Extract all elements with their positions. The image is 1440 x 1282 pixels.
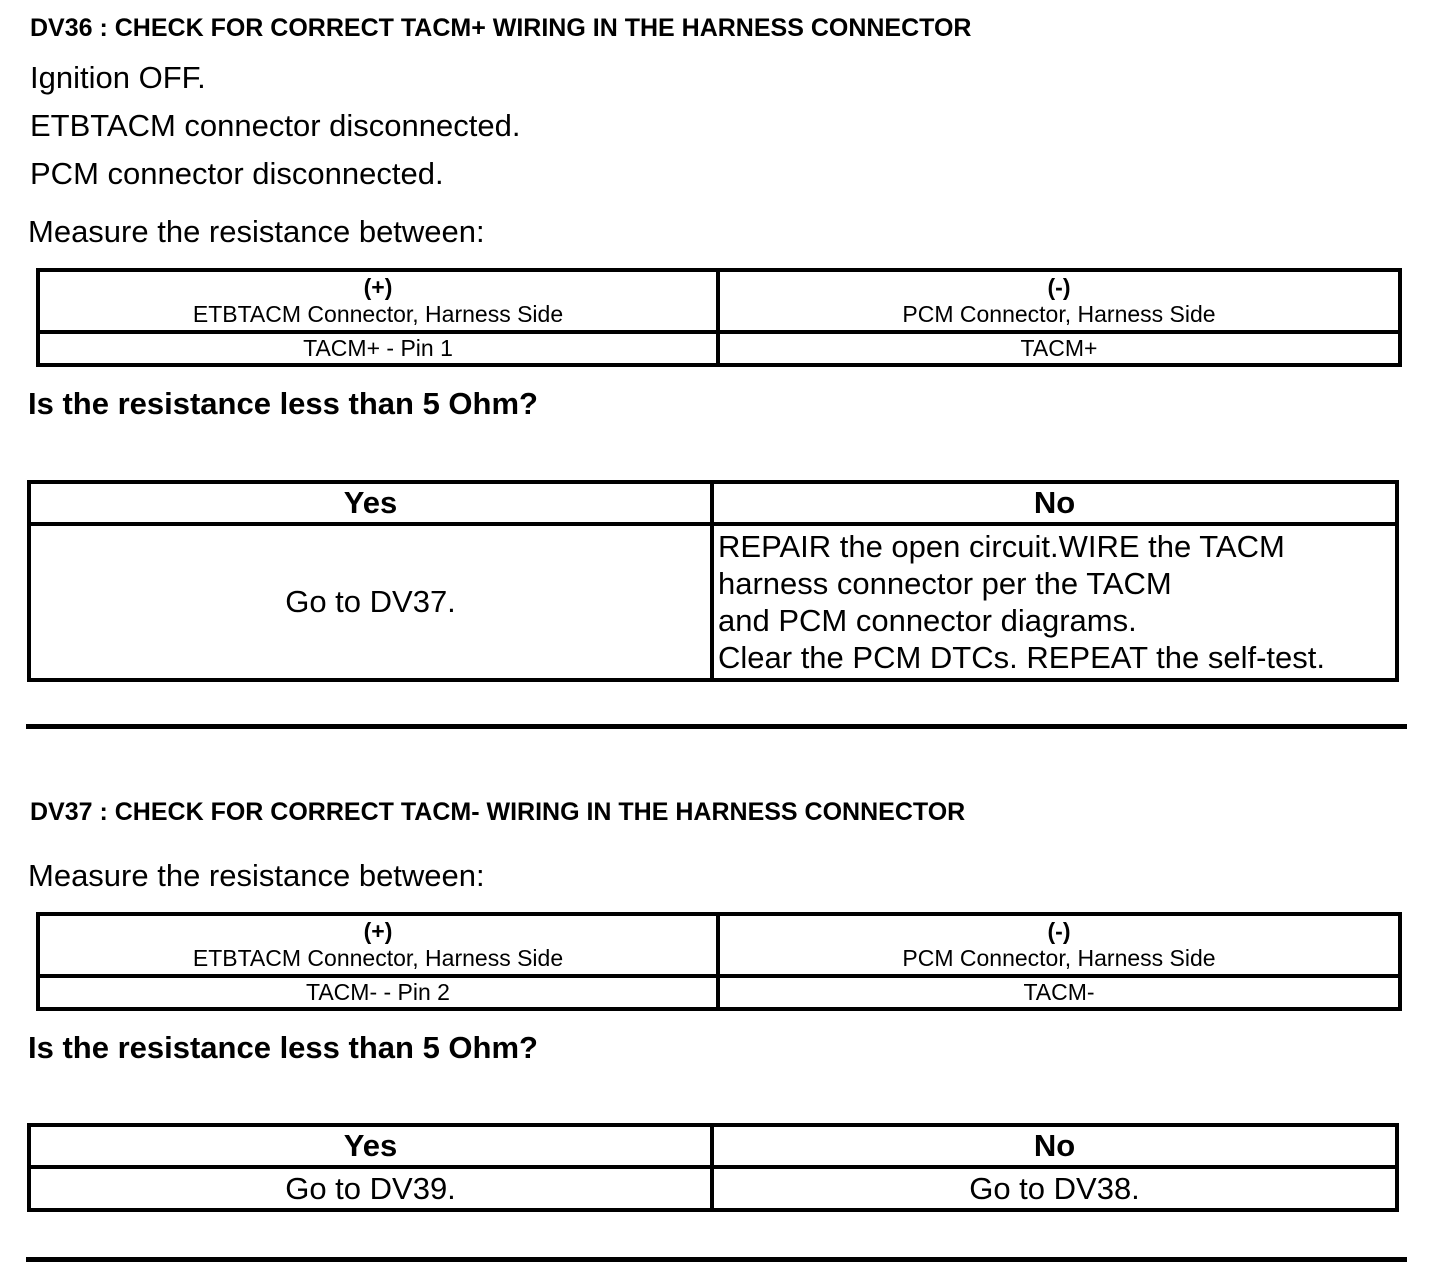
plus-probe-header: [38, 914, 718, 976]
minus-connector-label: PCM Connector, Harness Side: [902, 945, 1216, 971]
minus-pin-value: TACM-: [718, 976, 1400, 1009]
result-action-row: [29, 1167, 1397, 1210]
dv37-measure-label: Measure the resistance between:: [28, 858, 485, 893]
dv36-measure-label: Measure the resistance between:: [28, 214, 485, 249]
measurement-value-row: [38, 332, 1400, 365]
dv37-title: DV37 : CHECK FOR CORRECT TACM- WIRING IN THE HARNESS CONNECTOR: [30, 798, 966, 826]
dv36-result-table: [27, 480, 1399, 682]
measurement-header-row: [38, 270, 1400, 332]
yes-action: Go to DV37.: [29, 524, 712, 680]
minus-pin-value: TACM+: [718, 332, 1400, 365]
plus-pin-value: TACM+ - Pin 1: [38, 332, 718, 365]
dv36-condition-pcm: PCM connector disconnected.: [30, 156, 444, 191]
dv37-measurement-table: [36, 912, 1402, 1011]
minus-polarity: (-): [1047, 274, 1071, 300]
section-divider: [26, 724, 1407, 729]
plus-probe-header: [38, 270, 718, 332]
no-action: Go to DV38.: [712, 1167, 1397, 1210]
yes-header: Yes: [29, 1125, 712, 1167]
plus-polarity: (+): [363, 274, 393, 300]
section-divider: [26, 1257, 1407, 1262]
result-header-row: [29, 482, 1397, 524]
result-action-row: [29, 524, 1397, 680]
no-header: No: [712, 1125, 1397, 1167]
no-action-line: REPAIR the open circuit.WIRE the TACM: [718, 529, 1285, 564]
yes-header: Yes: [29, 482, 712, 524]
yes-action: Go to DV39.: [29, 1167, 712, 1210]
minus-connector-label: PCM Connector, Harness Side: [902, 301, 1216, 327]
minus-probe-header: [718, 914, 1400, 976]
dv36-condition-etbtacm: ETBTACM connector disconnected.: [30, 108, 521, 143]
measurement-value-row: [38, 976, 1400, 1009]
minus-probe-header: [718, 270, 1400, 332]
result-header-row: [29, 1125, 1397, 1167]
dv36-question: Is the resistance less than 5 Ohm?: [28, 386, 538, 421]
no-action-line: Clear the PCM DTCs. REPEAT the self-test.: [718, 640, 1325, 675]
no-action: [712, 524, 1397, 680]
measurement-header-row: [38, 914, 1400, 976]
no-header: No: [712, 482, 1397, 524]
dv36-measurement-table: [36, 268, 1402, 367]
minus-polarity: (-): [1047, 918, 1071, 944]
plus-pin-value: TACM- - Pin 2: [38, 976, 718, 1009]
no-action-line: harness connector per the TACM: [718, 566, 1172, 601]
dv37-question: Is the resistance less than 5 Ohm?: [28, 1030, 538, 1065]
dv36-condition-ignition: Ignition OFF.: [30, 60, 206, 95]
plus-connector-label: ETBTACM Connector, Harness Side: [192, 945, 564, 971]
dv36-title: DV36 : CHECK FOR CORRECT TACM+ WIRING IN THE HARNESS CONNECTOR: [30, 14, 972, 42]
dv37-result-table: [27, 1123, 1399, 1212]
no-action-line: and PCM connector diagrams.: [718, 603, 1137, 638]
plus-connector-label: ETBTACM Connector, Harness Side: [192, 301, 564, 327]
plus-polarity: (+): [363, 918, 393, 944]
